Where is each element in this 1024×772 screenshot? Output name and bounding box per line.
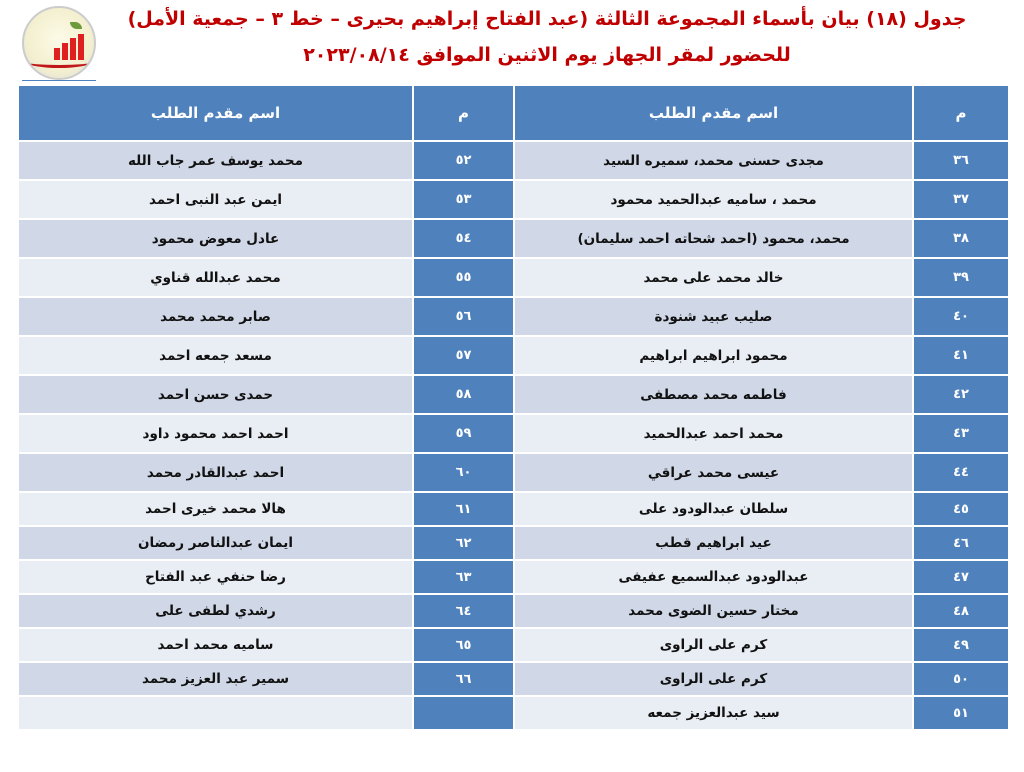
organization-logo [22,6,96,80]
applicants-table [17,84,1010,731]
row-number: ٥٧ [414,337,513,374]
row-number: ٦٢ [414,527,513,559]
applicant-name: محمد ، ساميه عبدالحميد محمود [515,181,912,218]
row-number: ٥٠ [914,663,1008,695]
applicant-name: عيسى محمد عراقي [515,454,912,491]
table-row [19,697,1008,729]
applicant-name: محمد عبدالله قناوي [19,259,412,296]
row-number: ٦١ [414,493,513,525]
row-number: ٤٨ [914,595,1008,627]
table-row [19,220,1008,257]
applicant-name: سيد عبدالعزيز جمعه [515,697,912,729]
applicant-name: ايمن عبد النبى احمد [19,181,412,218]
row-number: ٣٩ [914,259,1008,296]
row-number: ٤٩ [914,629,1008,661]
table-row [19,561,1008,593]
applicant-name: خالد محمد على محمد [515,259,912,296]
table-row [19,629,1008,661]
table-row [19,663,1008,695]
column-header-name: اسم مقدم الطلب [515,86,912,140]
row-number: ٥٢ [414,142,513,179]
column-header-number: م [914,86,1008,140]
row-number: ٣٨ [914,220,1008,257]
row-number: ٥٦ [414,298,513,335]
applicant-name: صليب عبيد شنودة [515,298,912,335]
row-number: ٥١ [914,697,1008,729]
leaf-icon [70,22,82,29]
row-number: ٦٤ [414,595,513,627]
applicant-name: احمد عبدالقادر محمد [19,454,412,491]
column-header-name: اسم مقدم الطلب [19,86,412,140]
table-row [19,415,1008,452]
applicant-name: كرم على الراوى [515,629,912,661]
row-number: ٤١ [914,337,1008,374]
applicant-name: صابر محمد محمد [19,298,412,335]
applicant-name: حمدى حسن احمد [19,376,412,413]
table-row [19,376,1008,413]
applicant-name: كرم على الراوى [515,663,912,695]
applicant-name: مختار حسين الضوى محمد [515,595,912,627]
row-number: ٦٦ [414,663,513,695]
table-row [19,142,1008,179]
applicant-name: ايمان عبدالناصر رمضان [19,527,412,559]
row-number: ٤٦ [914,527,1008,559]
table-row [19,454,1008,491]
applicant-name: سلطان عبدالودود على [515,493,912,525]
row-number: ٣٧ [914,181,1008,218]
table-row [19,337,1008,374]
row-number: ٤٤ [914,454,1008,491]
row-number: ٤٥ [914,493,1008,525]
divider [22,80,96,81]
table-row [19,181,1008,218]
applicant-name: محمد احمد عبدالحميد [515,415,912,452]
table-row [19,595,1008,627]
row-number: ٥٩ [414,415,513,452]
logo-bar [78,34,84,60]
row-number: ٦٠ [414,454,513,491]
applicant-name: احمد احمد محمود داود [19,415,412,452]
table-row [19,493,1008,525]
row-number: ٥٥ [414,259,513,296]
applicant-name: عيد ابراهيم قطب [515,527,912,559]
applicant-name: فاطمه محمد مصطفى [515,376,912,413]
row-number: ٥٣ [414,181,513,218]
table-row [19,298,1008,335]
applicant-name: رضا حنفي عبد الفتاح [19,561,412,593]
row-number: ٥٨ [414,376,513,413]
row-number: ٤٧ [914,561,1008,593]
applicant-name: محمد يوسف عمر جاب الله [19,142,412,179]
applicant-name: هالا محمد خيرى احمد [19,493,412,525]
table-row [19,527,1008,559]
table-header-row [19,86,1008,140]
row-number: ٦٣ [414,561,513,593]
row-number: ٦٥ [414,629,513,661]
table-row [19,259,1008,296]
row-number [414,697,513,729]
applicant-name: سمير عبد العزيز محمد [19,663,412,695]
applicant-name: مجدى حسنى محمد، سميره السيد [515,142,912,179]
applicant-name: عادل معوض محمود [19,220,412,257]
applicant-name [19,697,412,729]
row-number: ٥٤ [414,220,513,257]
applicant-name: رشدي لطفى على [19,595,412,627]
applicant-name: عبدالودود عبدالسميع عفيفى [515,561,912,593]
row-number: ٤٢ [914,376,1008,413]
logo-swoosh [28,57,90,68]
document-subtitle: للحضور لمقر الجهاز يوم الاثنين الموافق ٢٠٢٣/٠٨/١٤ [303,44,791,66]
row-number: ٤٠ [914,298,1008,335]
row-number: ٣٦ [914,142,1008,179]
applicant-name: مسعد جمعه احمد [19,337,412,374]
column-header-number: م [414,86,513,140]
applicant-name: محمد، محمود (احمد شحاته احمد سليمان) [515,220,912,257]
applicant-name: ساميه محمد احمد [19,629,412,661]
document-title: جدول (١٨) بيان بأسماء المجموعة الثالثة (عبد الفتاح إبراهيم بحيرى – خط ٣ – جمعية الأمل) [127,8,967,30]
applicant-name: محمود ابراهيم ابراهيم [515,337,912,374]
row-number: ٤٣ [914,415,1008,452]
